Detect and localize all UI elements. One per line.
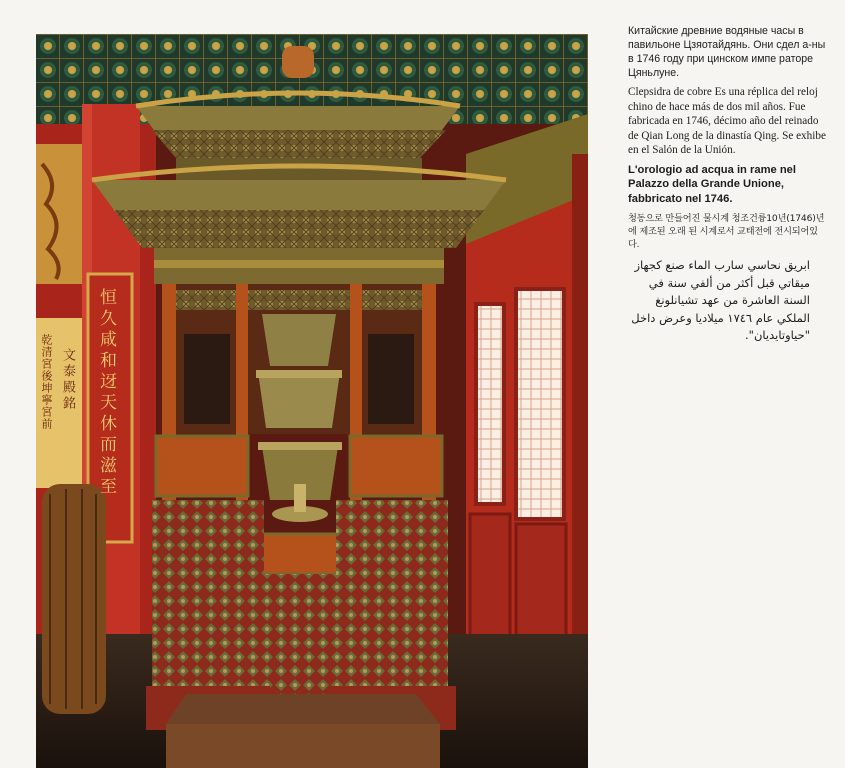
- caption-italian: L'orologio ad acqua in rame nel Palazzo della Grande Unione, fabbricato nel 1746.: [628, 163, 797, 205]
- bronze-water-vessels: [256, 314, 342, 522]
- caption-arabic: ابريق نحاسي سارب الماء صنع كجهاز ميقاتي قبل أكثر من ألفي سنة في السنة العاشرة من عهد تشيانلونغ الملكي عام ١٧٤٦ ميلاديا وعرض داخل "حياوتايديان".: [631, 258, 810, 342]
- balustrade-right: [350, 436, 442, 496]
- clepsydra-photo: [36, 34, 588, 768]
- window-left: [476, 304, 504, 504]
- plaque-left-col1: 文泰殿銘: [60, 348, 75, 412]
- plaque-left-col2: 乾清宮後坤寧宮前: [40, 334, 53, 430]
- caption-column: [628, 24, 828, 345]
- caption-spanish: Clepsidra de cobre Es una réplica del reloj chino de hace más de dos mil años. Fue fabricada en 1746, décimo año del reinado de Qian Long de la dinastía Qing. Se exhibe en el Salón de la Unión.: [628, 86, 826, 156]
- pedestal-table: [166, 694, 440, 724]
- photo-frame: [36, 34, 588, 768]
- balustrade-left: [156, 436, 248, 496]
- window-right: [516, 289, 564, 519]
- pavilion-lower-roof: [92, 166, 506, 284]
- plaque-right-text: 恒久咸和迓天休而滋至: [96, 288, 116, 498]
- caption-russian: Китайские древние водяные часы в павильоне Цзяотайдянь. Они сдел а-ны в 1746 году при цинском импе раторе Цяньлуне.: [628, 25, 826, 79]
- caption-korean: 청동으로 만들어진 물시계 청조건륭10년(1746)년에 제조된 오래 된 시계로서 교태전에 전시되어있다.: [628, 213, 825, 250]
